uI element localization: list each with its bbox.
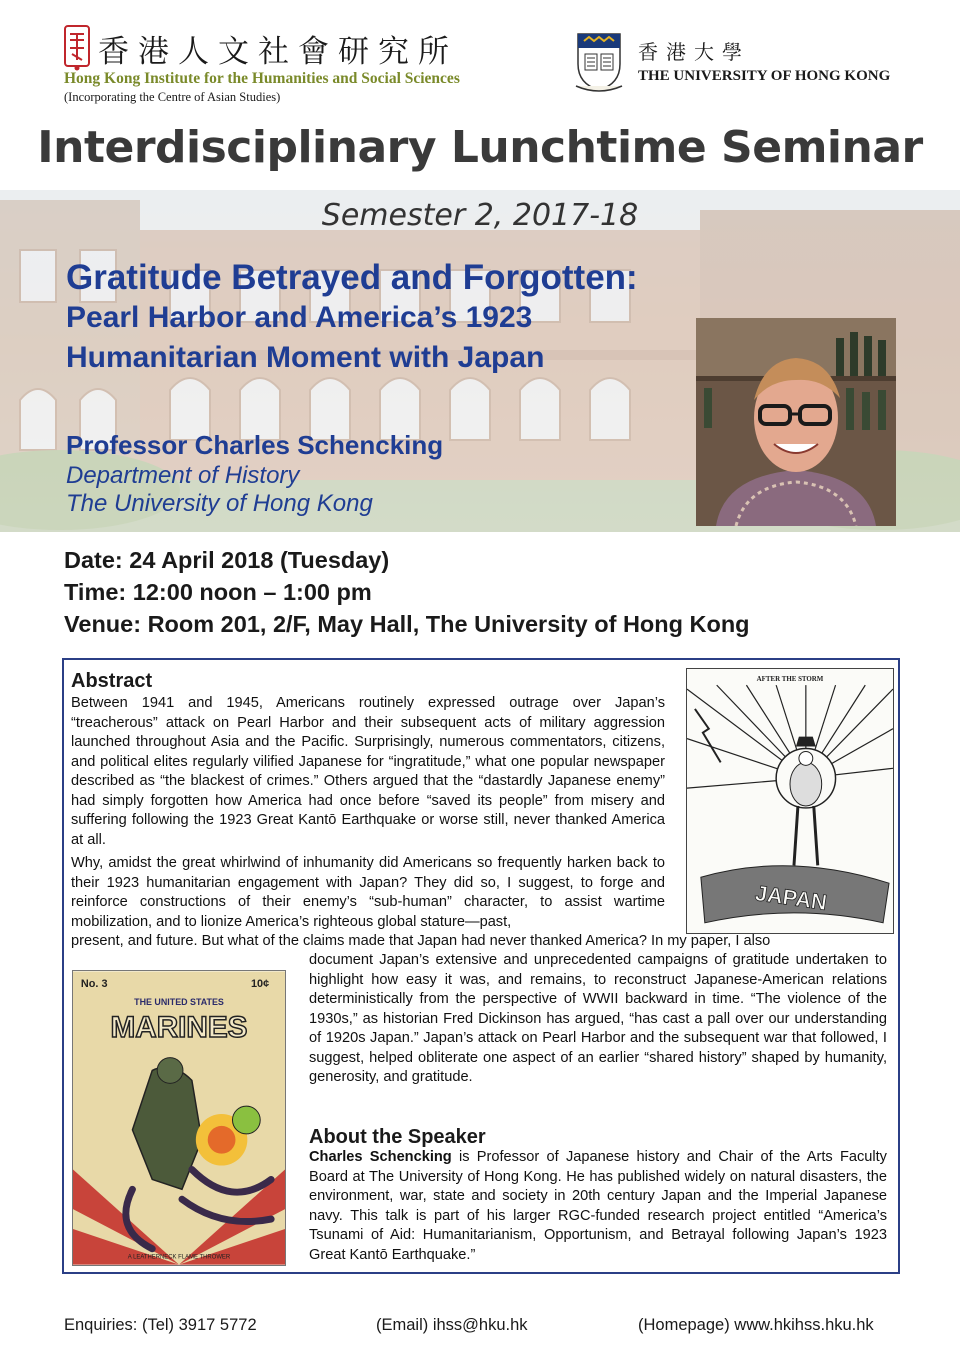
abstract-box <box>62 658 900 1274</box>
about-speaker-heading: About the Speaker <box>309 1126 486 1148</box>
abstract-paragraph-2a: Why, amidst the great whirlwind of inhumanity did Americans so frequently harken back to their 1923 humanitarian engagement with Japan? They did so, I suggest, to forge and reinforce constructions of their enemy’s “sub-human” character, to assist wartime mobilization, and to lionize America’s righteous global stature—past, <box>71 855 665 930</box>
about-speaker-name: Charles Schencking <box>309 1149 452 1165</box>
banner <box>0 190 960 532</box>
cartoon-japan-label: JAPAN <box>753 880 829 915</box>
event-date: Date: 24 April 2018 (Tuesday) <box>64 547 390 573</box>
event-venue: Venue: Room 201, 2/F, May Hall, The University of Hong Kong <box>64 611 750 637</box>
speaker-name: Professor Charles Schencking <box>66 430 444 460</box>
abstract-paragraph-2b: present, and future. But what of the claims made that Japan had never thanked America? In my paper, I also <box>71 933 771 949</box>
comic-title: MARINES <box>110 1010 248 1044</box>
abstract-heading: Abstract <box>71 670 153 692</box>
about-speaker-text <box>309 1148 887 1265</box>
event-info <box>64 544 750 640</box>
comic-price: 10¢ <box>250 978 270 991</box>
hku-logo <box>574 30 914 96</box>
cartoon-caption: AFTER THE STORM <box>756 676 824 684</box>
speaker-department: Department of History <box>66 462 300 489</box>
talk-title-line-2: Pearl Harbor and America’s 1923 <box>66 301 533 334</box>
marines-comic-cover <box>72 970 286 1266</box>
footer-email[interactable]: (Email) ihss@hku.hk <box>376 1316 528 1334</box>
after-the-storm-cartoon <box>686 668 894 934</box>
ihss-logo <box>62 24 522 104</box>
ihss-seal-icon <box>62 24 92 72</box>
talk-title-line-3: Humanitarian Moment with Japan <box>66 341 545 374</box>
hku-english-name: THE UNIVERSITY OF HONG KONG <box>638 68 891 84</box>
speaker-university: The University of Hong Kong <box>66 490 373 517</box>
hku-crest-icon <box>574 30 624 94</box>
hku-chinese-name: 香港大學 <box>638 40 750 64</box>
abstract-paragraph-1: Between 1941 and 1945, Americans routinely expressed outrage over Japan’s “treacherous” attack on Pearl Harbor and their subsequent acts of military aggression launched throughout Asia and the Pacific. Surprisingly, numerous commentators, citizens, and political elites regularly vilified Japanese for “ingratitude,” what one popular newspaper described as “the blackest of crimes.” Others argued that the “dastardly Japanese enemy” had simply forgotten how America had once before “saved its people” from misery and suffering following the 1923 Great Kantō Earthquake or worse still, never thanked America at all. <box>71 695 665 848</box>
comic-caption: A LEATHERNECK FLAME THROWER <box>127 1254 231 1261</box>
seminar-title: Interdisciplinary Lunchtime Seminar <box>37 122 923 173</box>
comic-title-top: THE UNITED STATES <box>134 997 224 1008</box>
comic-issue: No. 3 <box>80 978 108 991</box>
talk-title-line-1: Gratitude Betrayed and Forgotten: <box>66 258 638 297</box>
ihss-subtitle: (Incorporating the Centre of Asian Studies) <box>64 90 281 104</box>
ihss-english-name: Hong Kong Institute for the Humanities and Social Sciences <box>64 70 460 87</box>
speaker-photo <box>696 318 896 526</box>
semester-label: Semester 2, 2017-18 <box>321 198 639 233</box>
abstract-paragraph-2c: document Japan’s extensive and unprecedented campaigns of gratitude undertaken to highlight how easy it was, and remains, to reconstruct Japanese-American relations deterministically from the perspective of WWII backward in time. “The violence of the 1930s,” as historian Fred Dickinson has argued, “has cast a pall over our understanding of 1920s Japan.” Japan’s attack on Pearl Harbor and the subsequent war that followed, I suggest, helped obliterate one aspect of an earlier “shared history” shaped by humanity, generosity, and gratitude. <box>309 952 887 1085</box>
about-speaker-bio: is Professor of Japanese history and Chair of the Arts Faculty Board at The University of Hong Kong. He has published widely on natural disasters, the environment, war, state and society in 20th century Japan and the Imperial Japanese navy. This talk is part of his larger RGC-funded research project entitled “America’s Tsunami of Aid: Humanitarianism, Opportunism, and Betrayal following Japan’s 1923 Great Kantō Earthquake.” <box>309 1149 887 1263</box>
footer-tel: Enquiries: (Tel) 3917 5772 <box>64 1316 257 1334</box>
ihss-chinese-name: 香港人文社會研究所 <box>98 34 458 70</box>
footer-homepage[interactable]: (Homepage) www.hkihss.hku.hk <box>638 1316 874 1334</box>
event-time: Time: 12:00 noon – 1:00 pm <box>64 579 372 605</box>
talk-title <box>66 258 766 378</box>
